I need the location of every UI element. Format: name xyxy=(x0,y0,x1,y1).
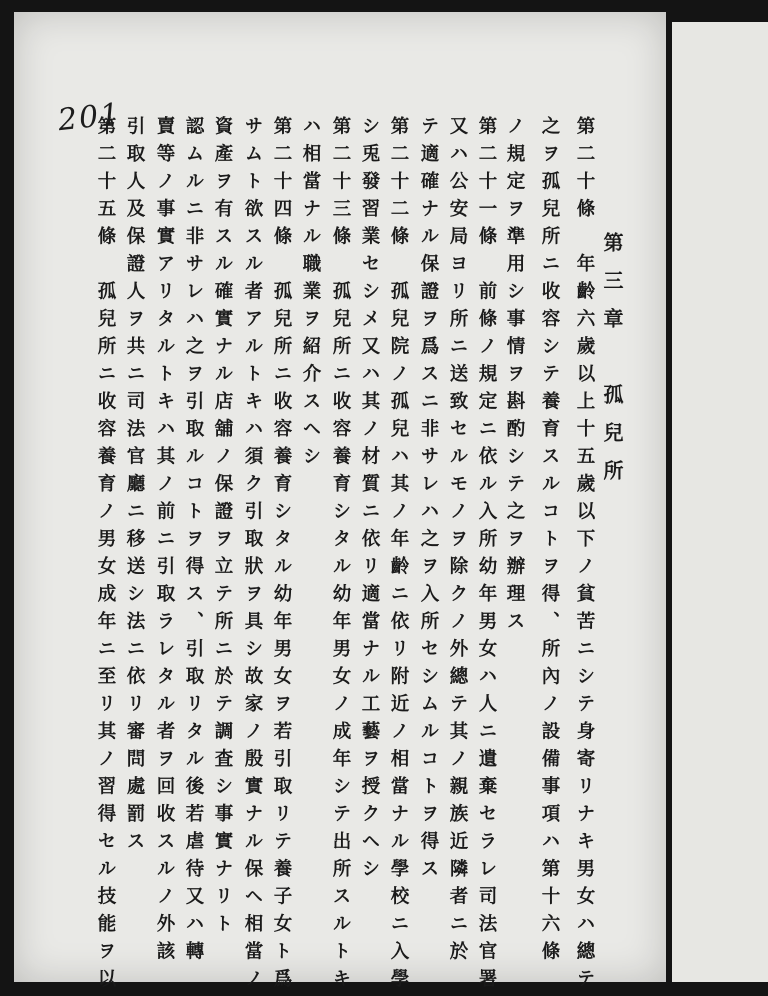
next-page xyxy=(672,22,768,982)
text-column-10: ハ相當ナル職業ヲ紹介スヘシ xyxy=(300,116,321,474)
text-column-2: 之ヲ孤兒所ニ收容シテ養育スルコトヲ得、所內ノ設備事項ハ第十六條 xyxy=(539,116,560,969)
folio-number: 201 xyxy=(56,96,123,139)
text-column-5: 又ハ公安局ヨリ所ニ送致セルモノヲ除クノ外總テ其ノ親族近隣者ニ於 xyxy=(447,116,468,969)
text-column-7: 第二十二條 孤兒院ノ孤兒ハ其ノ年齡ニ依リ附近ノ相當ナル學校ニ入學 xyxy=(388,116,409,996)
text-column-16: 引取人及保證人ヲ共ニ司法官廳ニ移送シ法ニ依リ審問處罰ス xyxy=(124,116,145,859)
text-column-12: サムト欲スル者アルトキハ須ク引取狀ヲ具シ故家ノ殷實ナル保ヘ相當ノ xyxy=(242,116,263,996)
text-column-13: 資產ヲ有スル確實ナル店舖ノ保證ヲ立テ所ニ於テ調査シ事實ナリト xyxy=(212,116,233,941)
text-column-6: テ適確ナル保證ヲ爲スニ非サレハ之ヲ入所セシムルコトヲ得ス xyxy=(418,116,439,886)
text-column-17: 第二十五條 孤兒所ニ收容養育ノ男女成年ニ至リ其ノ習得セル技能ヲ以 xyxy=(95,116,116,996)
text-column-3: ノ規定ヲ準用シ事情ヲ斟酌シテ之ヲ辦理ス xyxy=(504,116,525,639)
text-column-9: 第二十三條 孤兒所ニ收容養育シタル幼年男女ノ成年シテ出所スルトキ xyxy=(330,116,351,996)
text-column-4: 第二十一條 前條ノ規定ニ依ル入所幼年男女ハ人ニ遺棄セラレ司法官署 xyxy=(476,116,497,996)
text-column-15: 賣等ノ事實アリタルトキハ其ノ前ニ引取ラレタル者ヲ回收スルノ外該 xyxy=(154,116,175,969)
text-column-11: 第二十四條 孤兒所ニ收容養育シタル幼年男女ヲ若引取リテ養子女ト爲 xyxy=(271,116,292,996)
text-column-14: 認ムルニ非サレハ之ヲ引取ルコトヲ得ス、引取リタル後若虐待又ハ轉 xyxy=(183,116,204,969)
text-column-8: シ兎發習業セシメ又ハ其ノ材質ニ依リ適當ナル工藝ヲ授クヘシ xyxy=(359,116,380,886)
chapter-title: 第三章 孤兒所 xyxy=(600,232,624,498)
text-column-1: 第二十條 年齡六歲以上十五歲以下ノ貧苦ニシテ身寄リナキ男女ハ總テ xyxy=(574,116,595,996)
